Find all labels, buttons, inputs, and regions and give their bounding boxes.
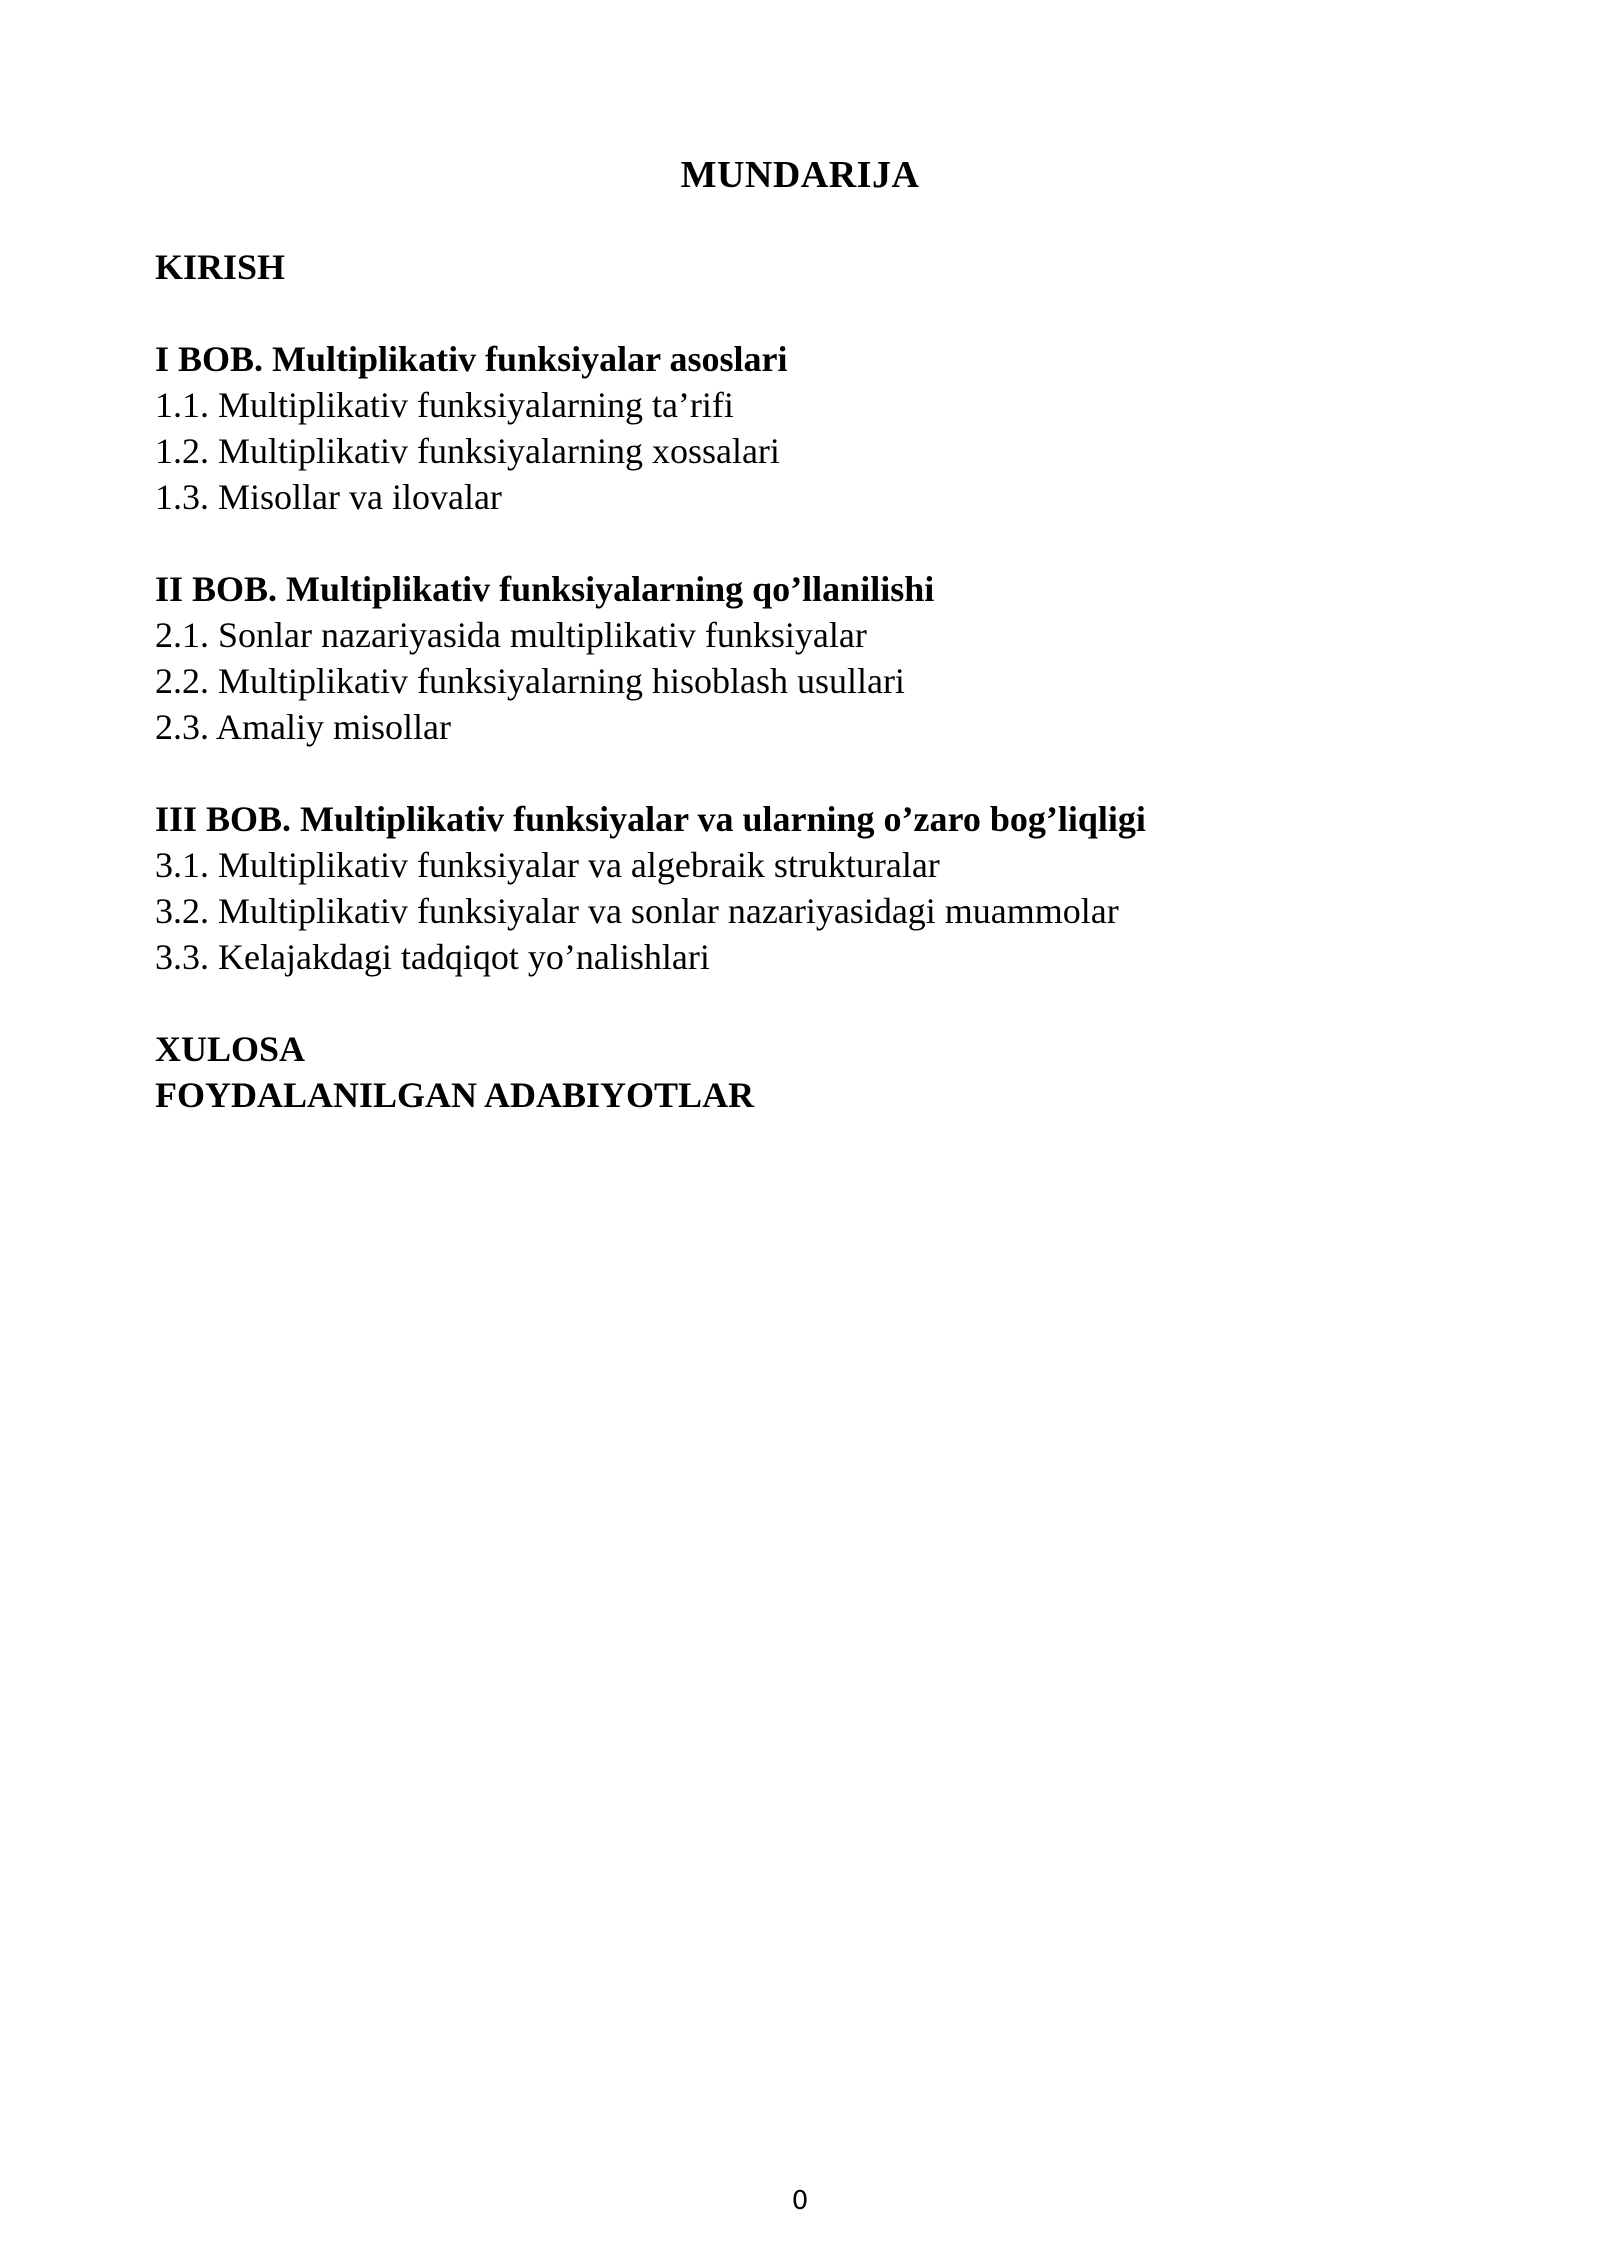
toc-chapter-1-heading: I BOB. Multiplikativ funksiyalar asoslari [155, 339, 788, 379]
toc-section-3-3: 3.3. Kelajakdagi tadqiqot yo’nalishlari [155, 937, 710, 977]
page-number: 0 [791, 2186, 809, 2216]
table-of-contents [155, 244, 1455, 1118]
toc-chapter-3-heading: III BOB. Multiplikativ funksiyalar va ularning o’zaro bog’liqligi [155, 799, 1146, 839]
toc-section-1-3: 1.3. Misollar va ilovalar [155, 477, 502, 517]
toc-section-2-1: 2.1. Sonlar nazariyasida multiplikativ funksiyalar [155, 615, 867, 655]
toc-references: FOYDALANILGAN ADABIYOTLAR [155, 1075, 755, 1115]
toc-conclusion: XULOSA [155, 1029, 306, 1069]
toc-section-3-1: 3.1. Multiplikativ funksiyalar va algebraik strukturalar [155, 845, 940, 885]
toc-section-1-1: 1.1. Multiplikativ funksiyalarning ta’rifi [155, 385, 734, 425]
toc-chapter-2-heading: II BOB. Multiplikativ funksiyalarning qo’llanilishi [155, 569, 935, 609]
toc-section-1-2: 1.2. Multiplikativ funksiyalarning xossalari [155, 431, 780, 471]
toc-section-2-3: 2.3. Amaliy misollar [155, 707, 451, 747]
toc-intro: KIRISH [155, 247, 286, 287]
page-title: MUNDARIJA [680, 154, 920, 196]
toc-section-3-2: 3.2. Multiplikativ funksiyalar va sonlar nazariyasidagi muammolar [155, 891, 1119, 931]
toc-section-2-2: 2.2. Multiplikativ funksiyalarning hisoblash usullari [155, 661, 905, 701]
